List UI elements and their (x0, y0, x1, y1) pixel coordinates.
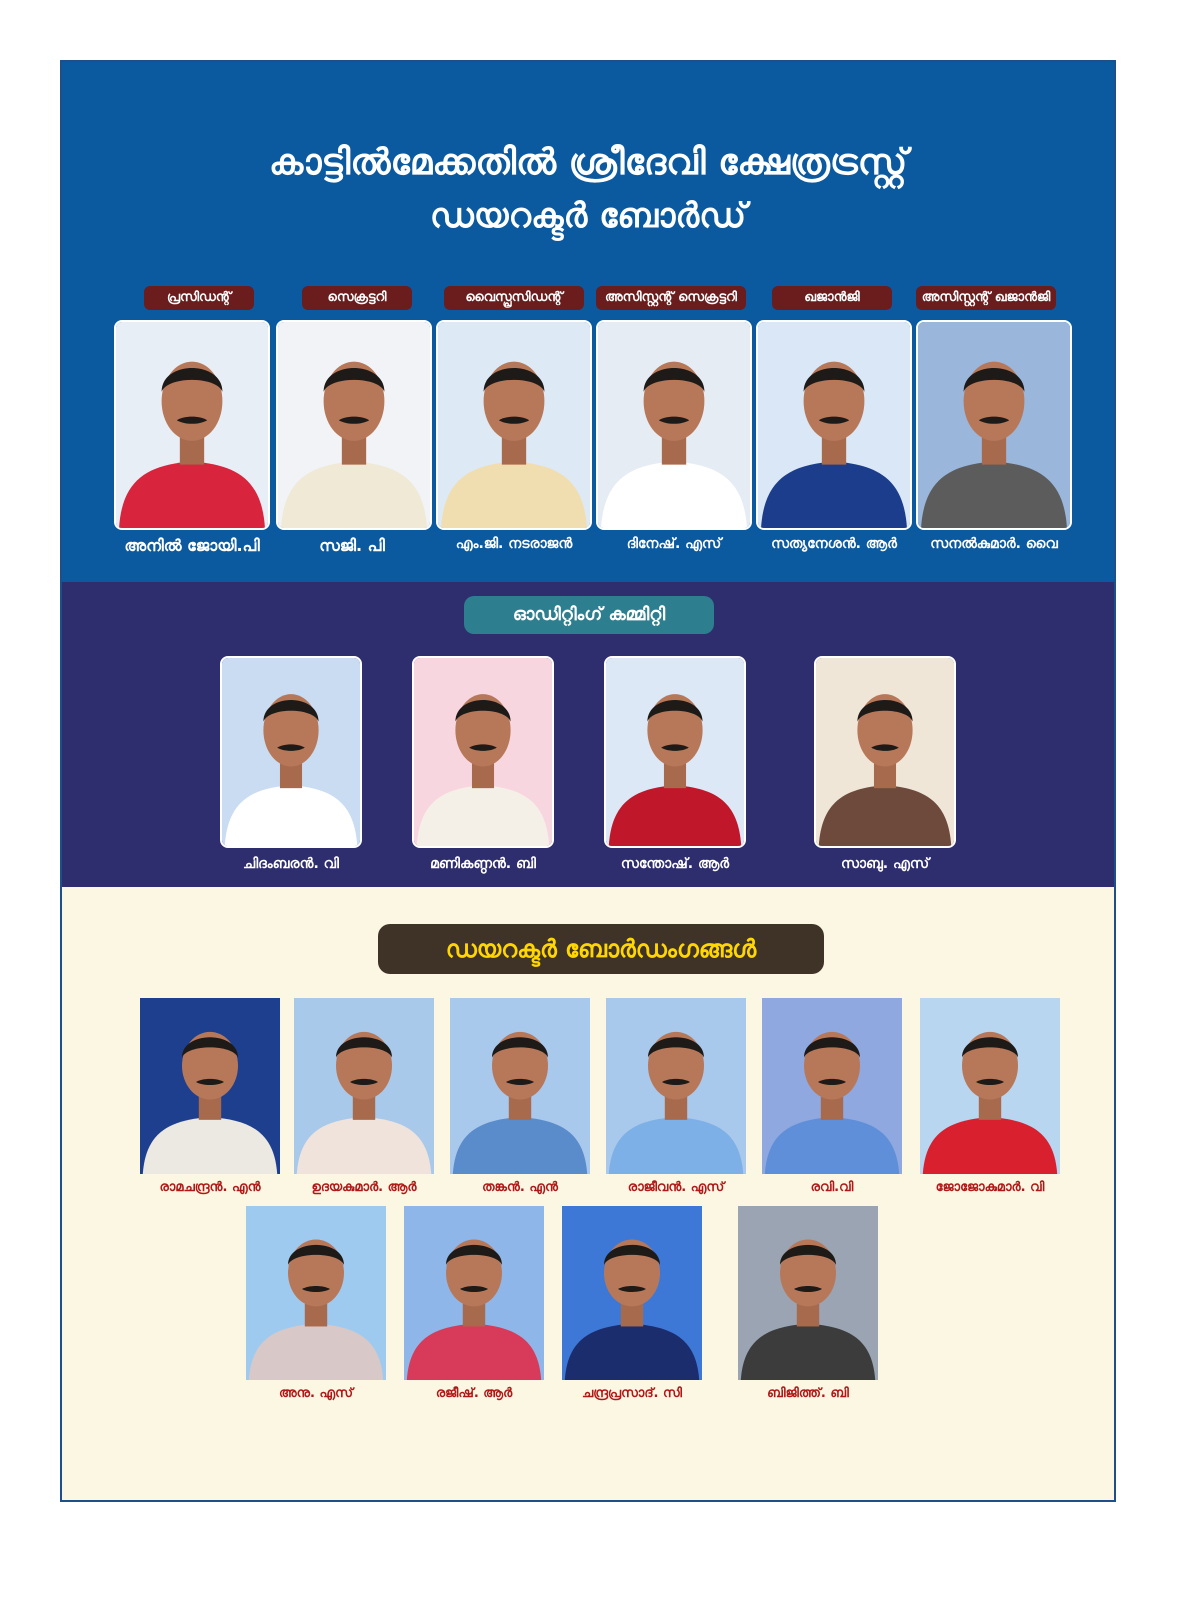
director-photo (450, 998, 590, 1174)
director-photo (606, 998, 746, 1174)
director-photo (294, 998, 434, 1174)
role-badge: വൈസ്പ്രസിഡന്റ് (444, 286, 584, 310)
audit-heading: ഓഡിറ്റിംഗ് കമ്മിറ്റി (464, 596, 714, 634)
officer-name: സത്യനേശൻ. ആർ (771, 536, 897, 552)
director-photo (246, 1206, 386, 1380)
director-photo (404, 1206, 544, 1380)
portrait-silhouette (404, 1206, 544, 1380)
portrait-silhouette (222, 658, 360, 846)
portrait-silhouette (562, 1206, 702, 1380)
officer-name: സജി. പി (319, 536, 385, 555)
role-badge: അസിസ്റ്റന്റ് ഖജാൻജി (916, 286, 1056, 310)
director-name: രവി.വി (810, 1180, 854, 1195)
role-badge: പ്രസിഡന്റ് (144, 286, 254, 310)
role-badge: സെക്രട്ടറി (302, 286, 412, 310)
portrait-silhouette (278, 322, 430, 528)
officer-name: സനൽകുമാർ. വൈ (930, 536, 1058, 552)
officer-photo (276, 320, 432, 530)
director-name: രാജീവൻ. എസ് (627, 1180, 725, 1195)
audit-member-name: സന്തോഷ്. ആർ (620, 856, 730, 872)
portrait-silhouette (598, 322, 750, 528)
portrait-silhouette (116, 322, 268, 528)
poster-frame (60, 60, 1116, 1502)
audit-member-photo (604, 656, 746, 848)
portrait-silhouette (606, 658, 744, 846)
audit-member-name: സാബു. എസ് (840, 856, 930, 872)
director-photo (140, 998, 280, 1174)
portrait-silhouette (816, 658, 954, 846)
officer-name: ദിനേഷ്. എസ് (626, 536, 722, 552)
directors-heading: ഡയറക്ടർ ബോർഡംഗങ്ങൾ (378, 924, 824, 974)
portrait-silhouette (758, 322, 910, 528)
officer-photo (916, 320, 1072, 530)
portrait-silhouette (918, 322, 1070, 528)
portrait-silhouette (762, 998, 902, 1174)
director-name: ഉദയകുമാർ. ആർ (311, 1180, 417, 1195)
audit-member-photo (412, 656, 554, 848)
officer-name: എം.ജി. നടരാജൻ (455, 536, 573, 552)
audit-member-name: മണികണ്ഠൻ. ബി (430, 856, 536, 872)
page-title: കാട്ടിൽമേക്കതിൽ ശ്രീദേവി ക്ഷേത്രട്രസ്റ്റ് (268, 142, 908, 183)
director-photo (762, 998, 902, 1174)
portrait-silhouette (920, 998, 1060, 1174)
director-name: ചന്ദ്രപ്രസാദ്. സി (581, 1386, 682, 1401)
director-name: രജീഷ്. ആർ (435, 1386, 513, 1401)
portrait-silhouette (140, 998, 280, 1174)
officer-photo (114, 320, 270, 530)
role-badge: അസിസ്റ്റന്റ് സെക്രട്ടറി (596, 286, 746, 310)
officer-photo (596, 320, 752, 530)
audit-member-name: ചിദംബരൻ. വി (243, 856, 339, 872)
director-photo (920, 998, 1060, 1174)
page-subtitle: ഡയറക്ടർ ബോർഡ് (429, 196, 747, 236)
portrait-silhouette (438, 322, 590, 528)
officer-name: അനിൽ ജോയി.പി (124, 536, 260, 555)
director-name: ബിജിത്ത്. ബി (767, 1386, 849, 1401)
portrait-silhouette (246, 1206, 386, 1380)
director-name: ജോജോകുമാർ. വി (935, 1180, 1045, 1195)
officer-photo (436, 320, 592, 530)
audit-member-photo (220, 656, 362, 848)
audit-member-photo (814, 656, 956, 848)
director-photo (738, 1206, 878, 1380)
portrait-silhouette (294, 998, 434, 1174)
officer-photo (756, 320, 912, 530)
director-name: തങ്കൻ. എൻ (482, 1180, 558, 1195)
portrait-silhouette (738, 1206, 878, 1380)
director-name: രാമചന്ദ്രൻ. എൻ (159, 1180, 261, 1195)
director-name: അനു. എസ് (279, 1386, 353, 1401)
portrait-silhouette (606, 998, 746, 1174)
role-badge: ഖജാൻജി (772, 286, 892, 310)
portrait-silhouette (450, 998, 590, 1174)
portrait-silhouette (414, 658, 552, 846)
director-photo (562, 1206, 702, 1380)
